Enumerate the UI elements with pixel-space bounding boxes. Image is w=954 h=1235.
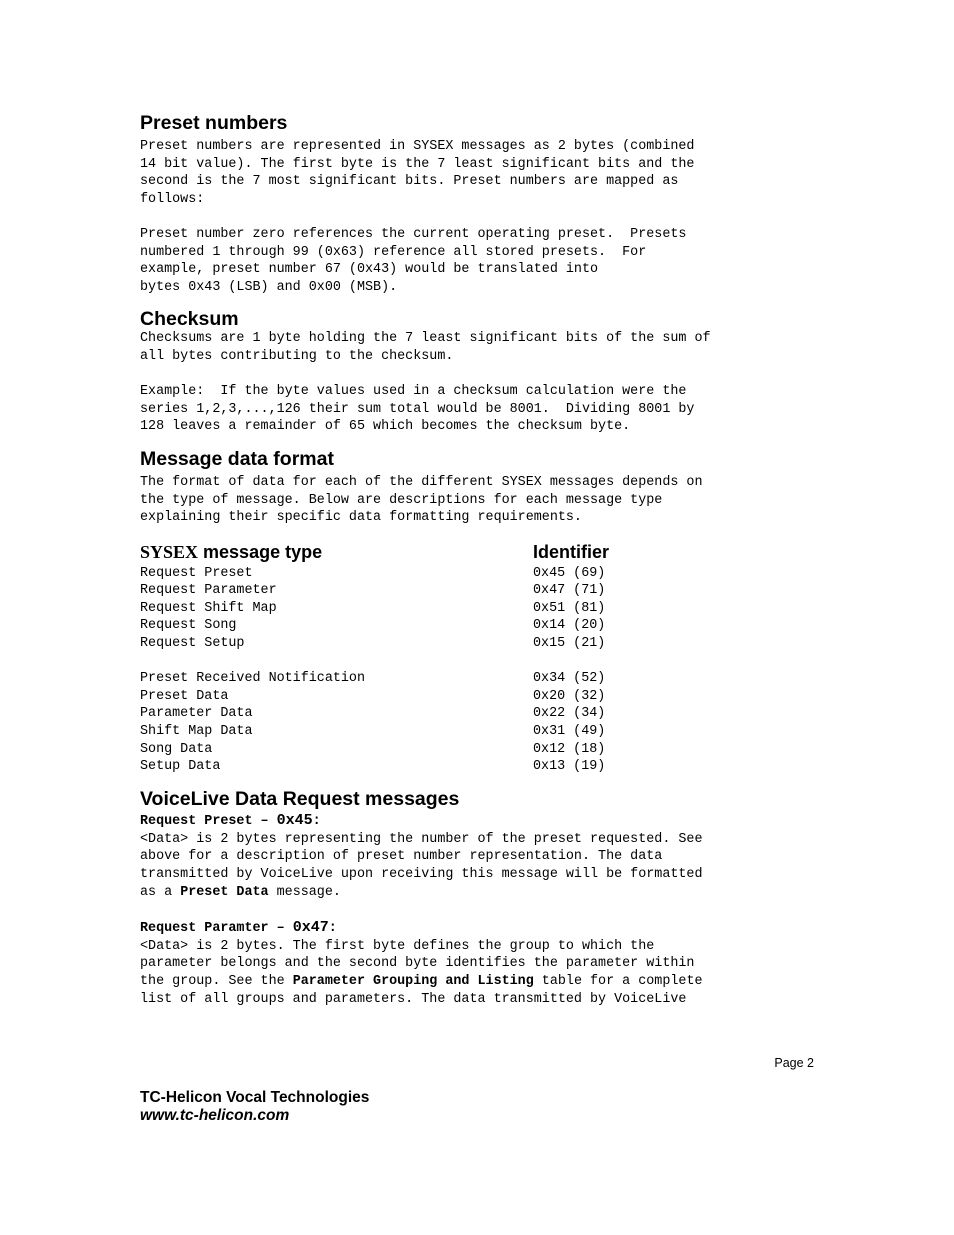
table-row: Preset Received Notification 0x34 (52): [140, 671, 606, 687]
table-row: Request Setup 0x15 (21): [140, 636, 606, 652]
footer-url: www.tc-helicon.com: [140, 1107, 290, 1124]
preset-numbers-paragraph-2: Preset number zero references the current operating preset. Presets numbered 1 through 99 (0x63) reference all stored presets. For example, preset number 67 (0x43) would be translated into bytes 0x43 (LSB) and 0x00 (MSB).: [140, 226, 687, 295]
message-data-format-paragraph: The format of data for each of the different SYSEX messages depends on the type of message. Below are descriptions for each message type explaining their specific data formatting requirements.: [140, 474, 703, 526]
subheading-request-parameter: Request Paramter – 0x47:: [140, 918, 337, 936]
table-row: Request Parameter 0x47 (71): [140, 583, 606, 599]
table-row: Shift Map Data 0x31 (49): [140, 724, 606, 740]
table-row: Preset Data 0x20 (32): [140, 688, 606, 704]
heading-preset-numbers: Preset numbers: [140, 112, 288, 134]
message-type-group-2: [140, 670, 820, 776]
page-number: Page 2: [774, 1056, 814, 1070]
heading-data-request-messages: VoiceLive Data Request messages: [140, 787, 460, 810]
column-header-message-type: SYSEX message type: [140, 541, 323, 562]
checksum-paragraph-2: Example: If the byte values used in a checksum calculation were the series 1,2,3,...,126 their sum total would be 8001. Dividing 8001 by 128 leaves a remainder of 65 which becomes the checksum byte.: [140, 384, 695, 435]
table-row: Request Shift Map 0x51 (81): [140, 600, 606, 616]
preset-numbers-paragraph-1: Preset numbers are represented in SYSEX messages as 2 bytes (combined 14 bit value). The first byte is the 7 least significant bits and the second is the 7 most significant bits. Preset numbers are mapped as follows:: [140, 139, 695, 207]
column-header-identifier: Identifier: [533, 541, 610, 562]
page-footer: [140, 1089, 369, 1125]
table-row: Request Song 0x14 (20): [140, 618, 606, 634]
request-parameter-description: <Data> is 2 bytes. The first byte defines the group to which the parameter belongs and the second byte identifies the parameter within the group. See the Parameter Grouping and Listing table for a complete list of all groups and parameters. The data transmitted by VoiceLive: [140, 938, 703, 1007]
checksum-paragraph-1: Checksums are 1 byte holding the 7 least significant bits of the sum of all bytes contributing to the checksum.: [140, 331, 711, 364]
subheading-request-preset: Request Preset – 0x45:: [140, 811, 321, 829]
heading-message-data-format: Message data format: [140, 447, 334, 470]
document-page: [140, 112, 820, 1008]
heading-checksum: Checksum: [140, 308, 239, 331]
footer-company: TC-Helicon Vocal Technologies: [140, 1089, 370, 1106]
table-row: Parameter Data 0x22 (34): [140, 706, 606, 722]
table-row: Song Data 0x12 (18): [140, 741, 606, 757]
table-row: Setup Data 0x13 (19): [140, 759, 606, 775]
message-type-group-1: [140, 565, 820, 653]
table-row: Request Preset 0x45 (69): [140, 565, 606, 581]
request-preset-description: <Data> is 2 bytes representing the number of the preset requested. See above for a description of preset number representation. The data transmitted by VoiceLive upon receiving this message will be formatted as a Preset Data message.: [140, 831, 703, 900]
message-type-table-header: [140, 541, 820, 565]
